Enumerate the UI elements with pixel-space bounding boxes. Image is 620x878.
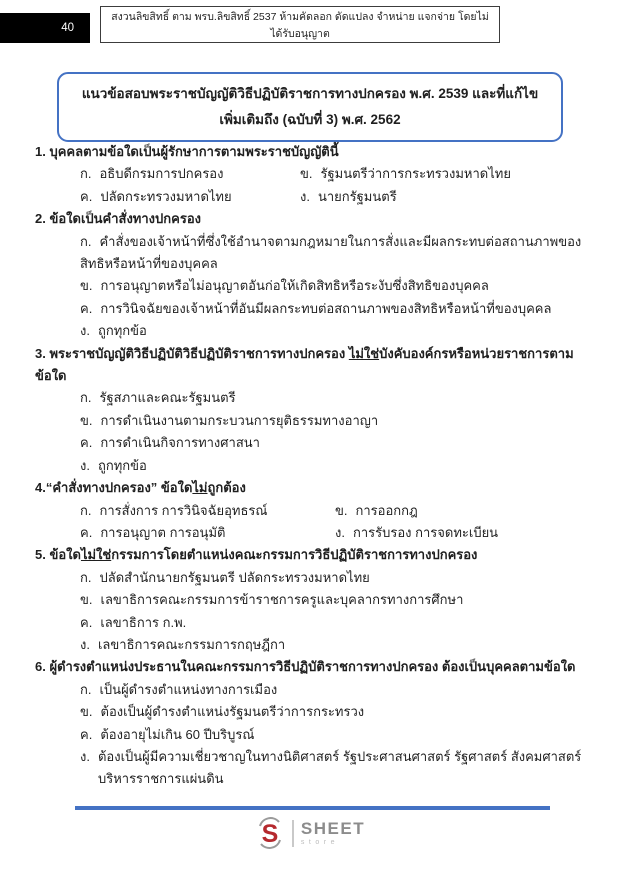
option-label: ค. xyxy=(80,435,93,451)
question-1-options xyxy=(35,163,585,208)
question-5 xyxy=(35,544,585,656)
question-6 xyxy=(35,656,585,790)
option-label: ข. xyxy=(80,412,93,428)
option-text: การอนุญาต การอนุมัติ xyxy=(100,524,226,540)
option-text: เป็นผู้ดำรงตำแหน่งทางการเมือง xyxy=(99,681,278,697)
option-text: การออกกฎ xyxy=(355,502,418,518)
option-text: เลขาธิการคณะกรรมการข้าราชการครูและบุคลากรทางการศึกษา xyxy=(100,592,464,608)
option-text: ถูกทุกข้อ xyxy=(97,323,147,339)
option-label: ง. xyxy=(80,457,90,473)
option-label: ค. xyxy=(80,726,93,742)
option-text: รัฐสภาและคณะรัฐมนตรี xyxy=(99,390,236,406)
logo-separator xyxy=(292,820,294,847)
option-kho xyxy=(335,500,585,522)
option-ngo xyxy=(300,186,585,208)
option-text: การสั่งการ การวินิจฉัยอุทธรณ์ xyxy=(99,502,268,518)
option-text: การอนุญาตหรือไม่อนุญาตอันก่อให้เกิดสิทธิหรือระงับซึ่งสิทธิของบุคคล xyxy=(100,278,489,294)
question-5-header xyxy=(35,544,585,566)
option-ngo xyxy=(80,320,585,342)
brand-subtitle: store xyxy=(300,838,339,846)
option-kho-khwai xyxy=(80,724,585,746)
option-kho xyxy=(80,275,585,297)
option-label: ข. xyxy=(80,704,93,720)
logo-text-wrap xyxy=(301,820,365,847)
option-text: การวินิจฉัยของเจ้าหน้าที่อันมีผลกระทบต่อสถานภาพของสิทธิหรือหน้าที่ของบุคคล xyxy=(100,300,552,316)
question-6-options xyxy=(35,679,585,791)
option-ngo xyxy=(80,746,585,791)
option-ngo xyxy=(80,455,585,477)
option-kho-khwai xyxy=(80,522,335,544)
document-title-box xyxy=(57,72,563,142)
option-label: ก. xyxy=(80,681,92,697)
option-label: ก. xyxy=(80,166,92,182)
question-4-text-after: ถูกต้อง xyxy=(207,480,246,496)
option-label: ค. xyxy=(80,188,93,204)
option-text: คำสั่งของเจ้าหน้าที่ซึ่งใช้อำนาจตามกฎหมายในการสั่งและมีผลกระทบต่อสถานภาพของสิทธิหรือหน้าที่ของบุคคล xyxy=(80,233,582,272)
option-ko xyxy=(80,500,335,522)
option-ngo xyxy=(335,522,585,544)
brand-name: SHEET xyxy=(300,818,366,838)
question-6-text: 6. ผู้ดำรงตำแหน่งประธานในคณะกรรมการวิธีปฏิบัติราชการทางปกครอง ต้องเป็นบุคคลตามข้อใด xyxy=(35,659,576,675)
option-label: ค. xyxy=(80,300,93,316)
option-text: ต้องเป็นผู้มีความเชี่ยวชาญในทางนิติศาสตร์ รัฐประศาสนศาสตร์ รัฐศาสตร์ สังคมศาสตร์ บริหารราชการแผ่นดิน xyxy=(97,748,582,787)
option-kho-khwai xyxy=(80,612,585,634)
option-label: ง. xyxy=(300,188,310,204)
document-title: แนวข้อสอบพระราชบัญญัติวิธีปฏิบัติราชการทางปกครอง พ.ศ. 2539 และที่แก้ไขเพิ่มเติมถึง (ฉบับที่ 3) พ.ศ. 2562 xyxy=(81,86,539,127)
question-2-text: 2. ข้อใดเป็นคำสั่งทางปกครอง xyxy=(35,211,201,227)
option-label: ข. xyxy=(80,592,93,608)
option-label: ง. xyxy=(80,636,90,652)
s-swoosh-icon xyxy=(255,817,285,849)
question-1-text: 1. บุคคลตามข้อใดเป็นผู้รักษาการตามพระราชบัญญัตินี้ xyxy=(35,144,339,159)
option-kho xyxy=(80,701,585,723)
option-text: ปลัดกระทรวงมหาดไทย xyxy=(100,188,232,204)
question-1 xyxy=(35,141,585,208)
question-3 xyxy=(35,343,585,477)
option-kho xyxy=(80,589,585,611)
option-text: เลขาธิการคณะกรรมการกฤษฎีกา xyxy=(97,636,286,652)
question-3-text: 3. พระราชบัญญัติวิธีปฏิบัติวิธีปฏิบัติราชการทางปกครอง xyxy=(35,345,349,361)
option-text: การรับรอง การจดทะเบียน xyxy=(352,524,499,540)
option-kho-khwai xyxy=(80,186,300,208)
question-4-header xyxy=(35,477,585,499)
question-4-underlined-word: ไม่ xyxy=(192,480,208,496)
option-text: การดำเนินงานตามกระบวนการยุติธรรมทางอาญา xyxy=(100,412,379,428)
option-ko xyxy=(80,163,300,185)
option-ngo xyxy=(80,634,585,656)
logo-letter: S xyxy=(261,820,279,848)
copyright-text: สงวนลิขสิทธิ์ ตาม พรบ.ลิขสิทธิ์ 2537 ห้ามคัดลอก ดัดแปลง จำหน่าย แจกจ่าย โดยไม่ได้รับอนุญาต xyxy=(111,10,489,40)
option-label: ข. xyxy=(80,278,93,294)
footer-divider xyxy=(75,806,550,810)
question-5-text-after: กรรมการโดยตำแหน่งคณะกรรมการวิธีปฏิบัติราชการทางปกครอง xyxy=(111,547,478,563)
option-label: ง. xyxy=(335,524,345,540)
option-ko xyxy=(80,567,585,589)
question-3-underlined-word: ไม่ใช่ xyxy=(348,345,380,361)
page-number-bar xyxy=(0,13,90,43)
option-text: นายกรัฐมนตรี xyxy=(317,188,397,204)
question-1-header xyxy=(35,141,585,163)
option-label: ค. xyxy=(80,614,93,630)
option-text: เลขาธิการ ก.พ. xyxy=(100,614,187,630)
option-text: ต้องเป็นผู้ดำรงตำแหน่งรัฐมนตรีว่าการกระทรวง xyxy=(100,704,365,720)
page-number: 40 xyxy=(61,22,74,34)
option-text: ต้องอายุไม่เกิน 60 ปีบริบูรณ์ xyxy=(100,726,255,742)
question-2-options xyxy=(35,231,585,343)
question-2 xyxy=(35,208,585,342)
question-3-text-after: บังคับองค์กรหรือหน่วยราชการตามข้อใด xyxy=(35,345,574,384)
option-label: ก. xyxy=(80,390,92,406)
option-label: ข. xyxy=(300,166,313,182)
option-label: ก. xyxy=(80,569,92,585)
option-text: รัฐมนตรีว่าการกระทรวงมหาดไทย xyxy=(320,166,511,182)
questions-list xyxy=(35,141,585,791)
question-5-underlined-word: ไม่ใช่ xyxy=(80,547,112,563)
option-ko xyxy=(80,387,585,409)
option-text: ปลัดสำนักนายกรัฐมนตรี ปลัดกระทรวงมหาดไทย xyxy=(99,569,370,585)
option-label: ง. xyxy=(80,323,90,339)
question-5-options xyxy=(35,567,585,657)
option-kho xyxy=(300,163,585,185)
option-ko xyxy=(80,679,585,701)
question-5-text: 5. ข้อใด xyxy=(35,547,81,563)
option-label: ง. xyxy=(80,748,90,764)
option-label: ข. xyxy=(335,502,348,518)
sheet-store-logo xyxy=(0,817,620,849)
option-label: ก. xyxy=(80,233,92,249)
option-kho-khwai xyxy=(80,432,585,454)
question-3-options xyxy=(35,387,585,477)
option-text: อธิบดีกรมการปกครอง xyxy=(99,166,224,182)
option-label: ก. xyxy=(80,502,92,518)
option-text: การดำเนินกิจการทางศาสนา xyxy=(100,435,260,451)
option-text: ถูกทุกข้อ xyxy=(97,457,147,473)
question-6-header xyxy=(35,656,585,678)
option-ko xyxy=(80,231,585,276)
option-kho-khwai xyxy=(80,298,585,320)
question-4-text: 4.“คำสั่งทางปกครอง” ข้อใด xyxy=(35,480,193,496)
copyright-notice-box xyxy=(100,6,500,43)
option-label: ค. xyxy=(80,524,93,540)
question-3-header xyxy=(35,343,585,388)
question-2-header xyxy=(35,208,585,230)
question-4-options xyxy=(35,500,585,545)
question-4 xyxy=(35,477,585,544)
option-kho xyxy=(80,410,585,432)
